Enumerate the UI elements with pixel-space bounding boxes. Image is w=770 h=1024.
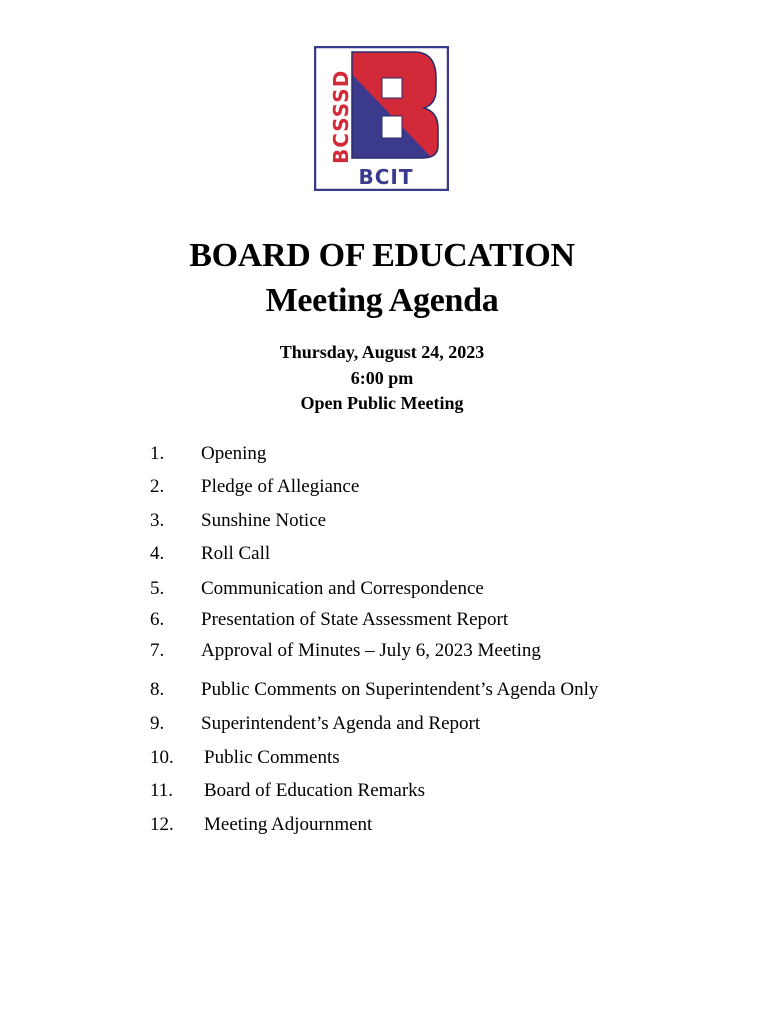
agenda-item-number: 11. (150, 780, 174, 801)
agenda-item (0, 745, 770, 771)
page-title: BOARD OF EDUCATION (189, 237, 575, 274)
agenda-item-label: Presentation of State Assessment Report (201, 609, 509, 630)
agenda-item-label: Approval of Minutes – July 6, 2023 Meeting (201, 640, 541, 661)
agenda-item-number: 2. (150, 476, 165, 497)
agenda-item-number: 5. (150, 578, 165, 599)
agenda-item (0, 812, 770, 838)
agenda-item (0, 677, 770, 703)
agenda-item-label: Public Comments on Superintendent’s Agenda Only (201, 679, 599, 700)
page-subtitle: Meeting Agenda (265, 282, 499, 319)
agenda-item-label: Board of Education Remarks (204, 780, 426, 801)
agenda-item (0, 508, 770, 534)
agenda-item-label: Superintendent’s Agenda and Report (201, 713, 481, 734)
agenda-item-number: 1. (150, 443, 165, 464)
agenda-item-label: Communication and Correspondence (201, 578, 484, 599)
agenda-item (0, 638, 770, 664)
agenda-item (0, 711, 770, 737)
meeting-date: Thursday, August 24, 2023 (279, 342, 485, 362)
meeting-type: Open Public Meeting (300, 393, 464, 413)
agenda-item-label: Sunshine Notice (201, 510, 327, 531)
meeting-time: 6:00 pm (350, 368, 414, 388)
bcsssd-bcit-logo (314, 46, 449, 191)
agenda-item (0, 576, 770, 602)
agenda-item (0, 441, 770, 467)
agenda-item-label: Pledge of Allegiance (201, 476, 360, 497)
agenda-item-number: 9. (150, 713, 165, 734)
logo-vertical-text: BCSSSD (329, 69, 353, 164)
agenda-item-label: Opening (201, 443, 267, 464)
agenda-item-number: 7. (150, 640, 165, 661)
agenda-item (0, 607, 770, 633)
agenda-item-number: 4. (150, 543, 165, 564)
agenda-item-label: Meeting Adjournment (204, 814, 373, 835)
agenda-item-number: 8. (150, 679, 165, 700)
agenda-item-number: 3. (150, 510, 165, 531)
agenda-item (0, 541, 770, 567)
agenda-item-number: 6. (150, 609, 165, 630)
agenda-item-number: 10. (150, 747, 174, 768)
agenda-item-number: 12. (150, 814, 174, 835)
agenda-item-label: Roll Call (201, 543, 271, 564)
agenda-item (0, 474, 770, 500)
logo-bottom-text: BCIT (358, 165, 414, 189)
agenda-item-label: Public Comments (204, 747, 340, 768)
agenda-item (0, 778, 770, 804)
